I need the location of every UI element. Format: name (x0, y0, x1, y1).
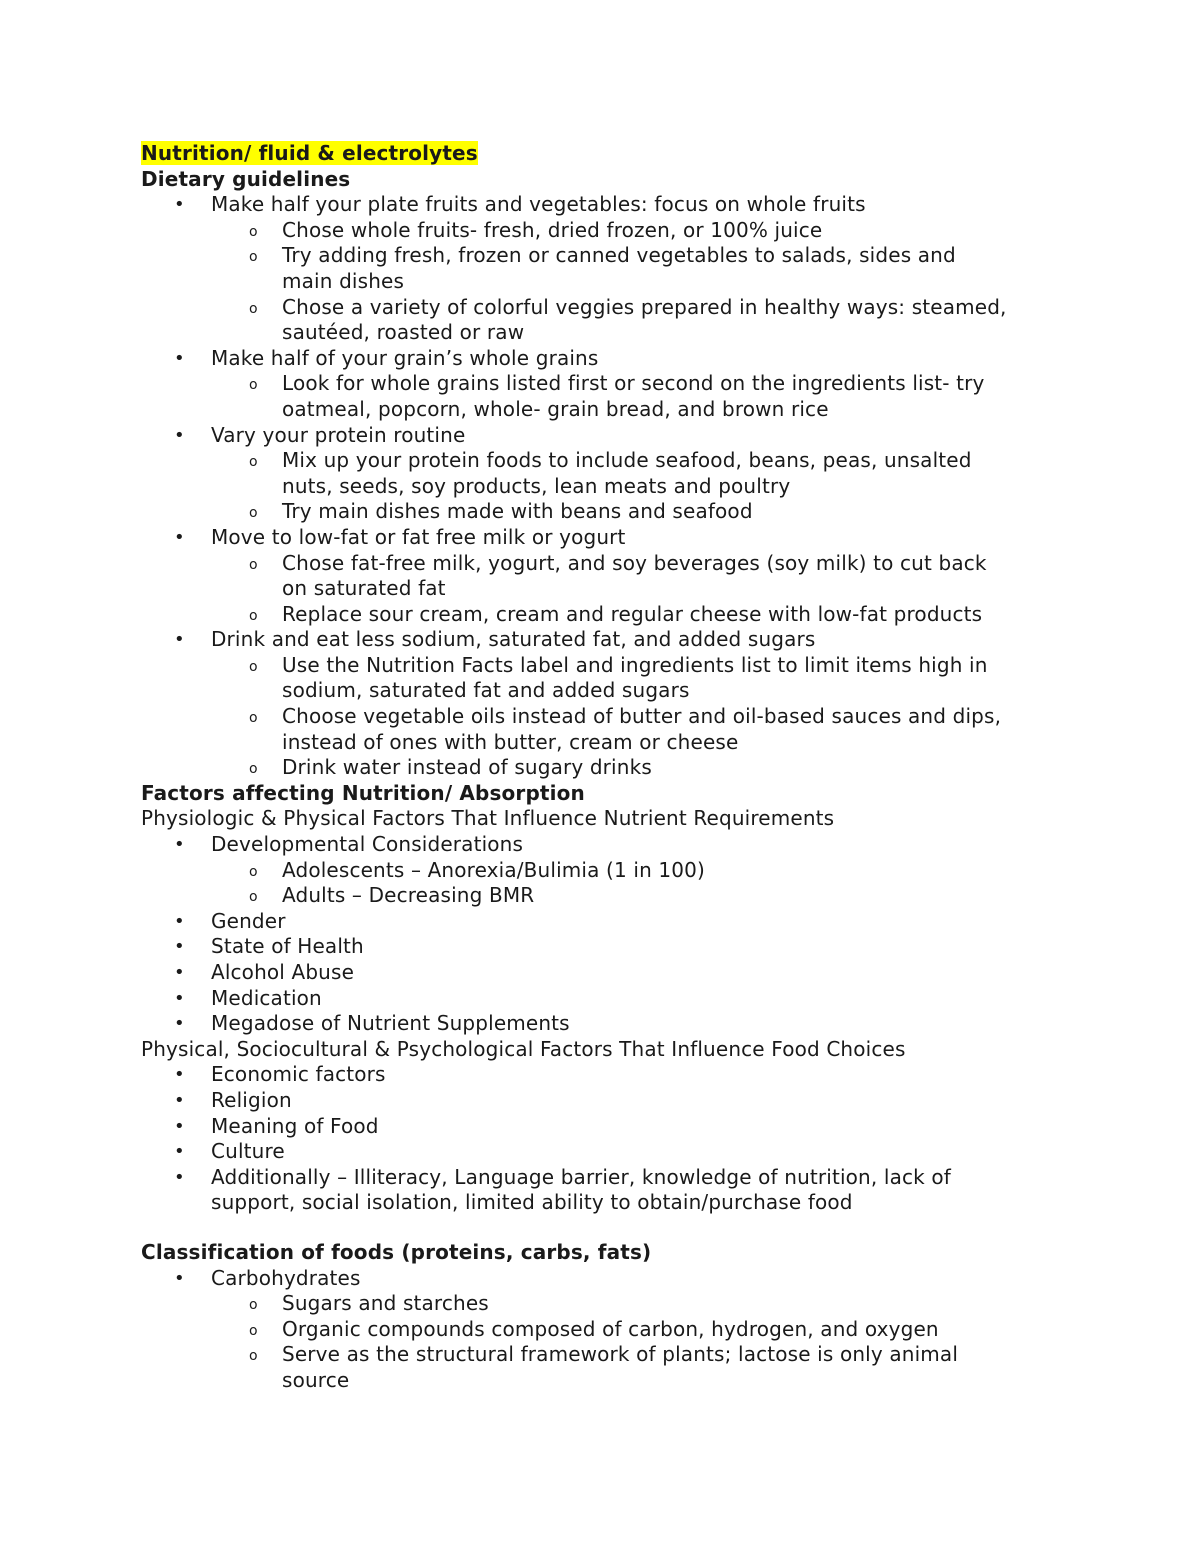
sub-list-item-continuation (141, 576, 1071, 602)
list-item-text: Make half your plate fruits and vegetables: focus on whole fruits (211, 192, 866, 217)
highlighted-title: Nutrition/ fluid & electrolytes (141, 141, 478, 165)
sub-bullet-icon: o (249, 377, 258, 394)
list-item (141, 1114, 1071, 1140)
document-page (141, 141, 1071, 1394)
bullet-icon: • (174, 526, 185, 548)
list-item-text: oatmeal, popcorn, whole- grain bread, and brown rice (282, 396, 829, 421)
list-item-text: Meaning of Food (211, 1113, 379, 1138)
sub-bullet-icon: o (249, 1297, 258, 1314)
sub-bullet-icon: o (249, 1348, 258, 1365)
list-item-text: Carbohydrates (211, 1265, 361, 1290)
list-item-text: Economic factors (211, 1062, 386, 1087)
section-heading-dietary: Dietary guidelines (141, 166, 351, 191)
list-item-text: source (282, 1367, 350, 1392)
list-item-text: Make half of your grain’s whole grains (211, 345, 599, 370)
list-item (141, 934, 1071, 960)
list-item (141, 960, 1071, 986)
sub-list-item (141, 243, 1071, 269)
sub-list-item (141, 883, 1071, 909)
sub-list-item-continuation (141, 730, 1071, 756)
list-item (141, 909, 1071, 935)
list-item-text: Use the Nutrition Facts label and ingredients list to limit items high in (282, 652, 988, 677)
sub-list-item-continuation (141, 474, 1071, 500)
list-item-text: Religion (211, 1087, 292, 1112)
list-item-text: Serve as the structural framework of plants; lactose is only animal (282, 1342, 959, 1367)
list-item-text: Gender (211, 908, 286, 933)
list-item (141, 1139, 1071, 1165)
sub-bullet-icon: o (249, 658, 258, 675)
sub-bullet-icon: o (249, 607, 258, 624)
document-title (141, 141, 1071, 167)
sub-list-item (141, 755, 1071, 781)
sub-bullet-icon: o (249, 761, 258, 778)
bullet-icon: • (174, 424, 185, 446)
list-item (141, 346, 1071, 372)
sub-list-item (141, 1317, 1071, 1343)
sub-list-item (141, 295, 1071, 321)
list-item-text: Look for whole grains listed first or second on the ingredients list- try (282, 371, 985, 396)
bullet-icon: • (174, 834, 185, 856)
list-item-text: sodium, saturated fat and added sugars (282, 678, 690, 703)
subheading-physiologic-factors: Physiologic & Physical Factors That Influence Nutrient Requirements (141, 806, 835, 831)
list-item-text: Developmental Considerations (211, 832, 524, 857)
list-item-continuation (141, 1190, 1071, 1216)
sub-bullet-icon: o (249, 454, 258, 471)
sub-list-item-continuation (141, 397, 1071, 423)
sub-bullet-icon: o (249, 249, 258, 266)
subheading-food-choice-factors: Physical, Sociocultural & Psychological Factors That Influence Food Choices (141, 1036, 906, 1061)
list-item-text: Chose fat-free milk, yogurt, and soy beverages (soy milk) to cut back (282, 550, 987, 575)
sub-list-item (141, 1291, 1071, 1317)
list-item-text: State of Health (211, 934, 364, 959)
list-item-text: Try main dishes made with beans and seafood (282, 499, 753, 524)
bullet-icon: • (174, 987, 185, 1009)
list-item (141, 1165, 1071, 1191)
sub-list-item (141, 602, 1071, 628)
list-item-text: Adults – Decreasing BMR (282, 883, 535, 908)
list-item-text: Adolescents – Anorexia/Bulimia (1 in 100) (282, 857, 705, 882)
bullet-icon: • (174, 936, 185, 958)
sub-list-item-continuation (141, 1368, 1071, 1394)
sub-list-item-continuation (141, 269, 1071, 295)
list-item-text: Megadose of Nutrient Supplements (211, 1011, 570, 1036)
sub-bullet-icon: o (249, 223, 258, 240)
bullet-icon: • (174, 1064, 185, 1086)
list-item-text: Chose whole fruits- fresh, dried frozen, or 100% juice (282, 217, 823, 242)
sub-bullet-icon: o (249, 1322, 258, 1339)
sub-list-item (141, 371, 1071, 397)
list-item (141, 1062, 1071, 1088)
list-item-text: Sugars and starches (282, 1291, 489, 1316)
list-item-text: Drink and eat less sodium, saturated fat, and added sugars (211, 627, 816, 652)
list-item (141, 192, 1071, 218)
list-item-text: Medication (211, 985, 322, 1010)
sub-list-item (141, 551, 1071, 577)
bullet-icon: • (174, 910, 185, 932)
sub-list-item (141, 218, 1071, 244)
list-item (141, 986, 1071, 1012)
sub-list-item (141, 1342, 1071, 1368)
list-item-text: Choose vegetable oils instead of butter and oil-based sauces and dips, (282, 704, 1002, 729)
list-item-text: sautéed, roasted or raw (282, 320, 525, 345)
list-item-text: support, social isolation, limited ability to obtain/purchase food (211, 1190, 853, 1215)
list-item-text: Mix up your protein foods to include seafood, beans, peas, unsalted (282, 448, 972, 473)
list-item (141, 1088, 1071, 1114)
list-item-text: instead of ones with butter, cream or cheese (282, 729, 739, 754)
sub-bullet-icon: o (249, 863, 258, 880)
list-item-text: Additionally – Illiteracy, Language barrier, knowledge of nutrition, lack of (211, 1164, 951, 1189)
list-item-text: Alcohol Abuse (211, 960, 355, 984)
list-item-text: Culture (211, 1139, 285, 1164)
sub-list-item (141, 499, 1071, 525)
bullet-icon: • (174, 1089, 185, 1111)
sub-list-item-continuation (141, 320, 1071, 346)
list-item-text: on saturated fat (282, 576, 446, 601)
list-item-text: nuts, seeds, soy products, lean meats and poultry (282, 473, 791, 498)
list-item-text: Drink water instead of sugary drinks (282, 755, 652, 780)
bullet-icon: • (174, 1013, 185, 1035)
bullet-icon: • (174, 962, 185, 983)
sub-list-item (141, 448, 1071, 474)
list-item-text: Replace sour cream, cream and regular cheese with low-fat products (282, 601, 983, 626)
list-item (141, 832, 1071, 858)
paragraph-gap (141, 1216, 1071, 1240)
sub-list-item-continuation (141, 678, 1071, 704)
bullet-icon: • (174, 1115, 185, 1137)
list-item (141, 525, 1071, 551)
list-item-text: Try adding fresh, frozen or canned vegetables to salads, sides and (282, 243, 956, 268)
bullet-icon: • (174, 1267, 185, 1289)
list-item-text: Chose a variety of colorful veggies prepared in healthy ways: steamed, (282, 294, 1007, 319)
list-item (141, 423, 1071, 449)
sub-bullet-icon: o (249, 505, 258, 522)
sub-list-item (141, 704, 1071, 730)
section-heading-classification: Classification of foods (proteins, carbs, fats) (141, 1239, 652, 1264)
sub-list-item (141, 858, 1071, 884)
bullet-icon: • (174, 194, 185, 216)
list-item-text: Vary your protein routine (211, 422, 466, 447)
list-item (141, 1266, 1071, 1292)
sub-bullet-icon: o (249, 556, 258, 573)
section-heading-factors: Factors affecting Nutrition/ Absorption (141, 780, 585, 805)
list-item-text: Organic compounds composed of carbon, hydrogen, and oxygen (282, 1316, 939, 1341)
list-item-text: main dishes (282, 268, 405, 293)
bullet-icon: • (174, 1141, 185, 1163)
sub-bullet-icon: o (249, 710, 258, 727)
list-item (141, 627, 1071, 653)
sub-bullet-icon: o (249, 300, 258, 317)
list-item (141, 1011, 1071, 1037)
bullet-icon: • (174, 1166, 185, 1188)
sub-list-item (141, 653, 1071, 679)
sub-bullet-icon: o (249, 889, 258, 906)
bullet-icon: • (174, 347, 185, 369)
bullet-icon: • (174, 629, 185, 651)
list-item-text: Move to low-fat or fat free milk or yogurt (211, 524, 626, 549)
